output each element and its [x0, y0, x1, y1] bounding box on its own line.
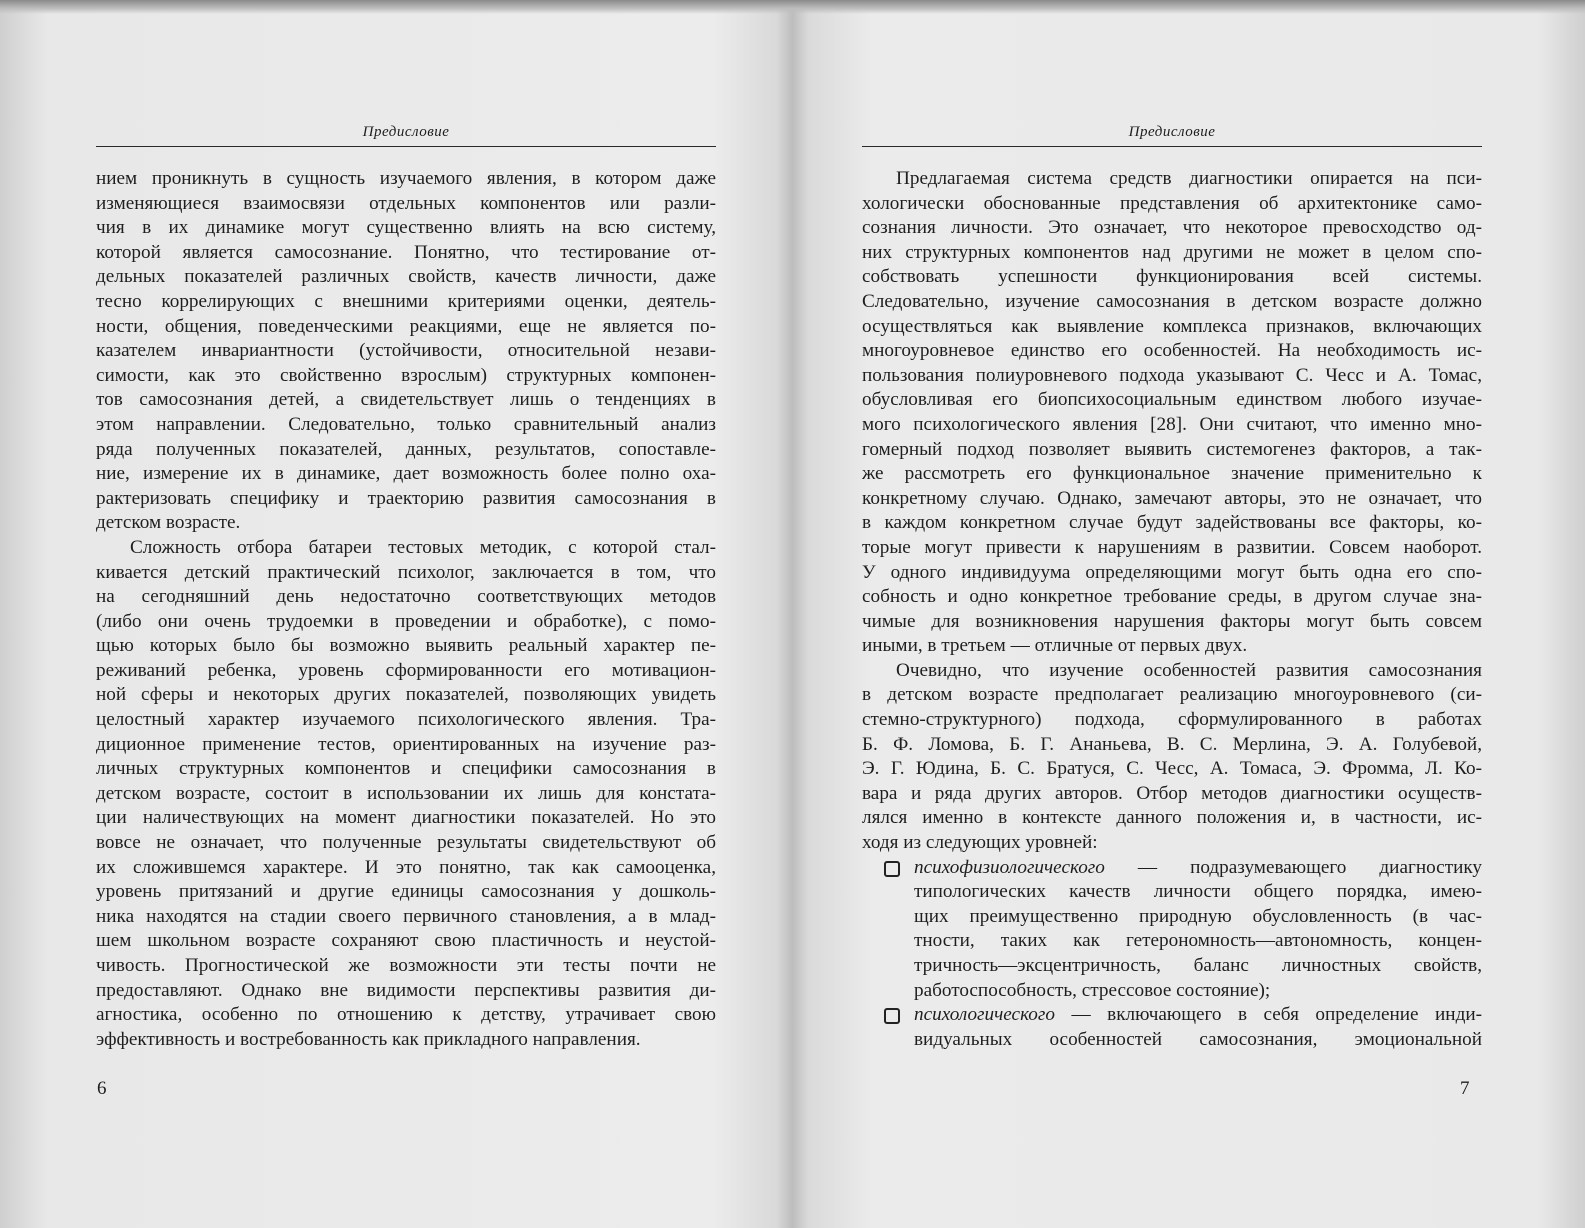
running-header: Предисловие	[362, 124, 450, 140]
text-line: многоуровневое единство его особенностей. На необходимость ис-	[862, 340, 1482, 362]
text-line: ника находятся на стадии своего первичного становления, а в млад-	[96, 905, 716, 927]
page-number: 6	[97, 1078, 107, 1099]
bullet-line	[862, 856, 1482, 881]
text-line: их сложившемся характере. И это понятно, так как самооценка,	[96, 856, 716, 878]
bullet-text: тричность—эксцентричность, баланс личностных свойств,	[914, 955, 1482, 976]
text-line: Следовательно, изучение самосознания в детском возрасте должно	[862, 290, 1482, 312]
text-line: шем школьном возрасте сохраняют свою пластичность и неустой-	[96, 930, 716, 952]
bullet-text: — включающего в себя определение инди-	[1054, 1004, 1482, 1026]
bullet-line	[862, 1003, 1482, 1028]
body-text	[862, 167, 1482, 1052]
text-line: конкретному случаю. Однако, замечают авторы, это не означает, что	[862, 487, 1482, 509]
text-line: вовсе не означает, что полученные результаты свидетельствуют об	[96, 832, 716, 854]
text-line: осуществляться как выявление комплекса признаков, включающих	[862, 315, 1482, 337]
text-line: детском возрасте.	[96, 512, 241, 534]
text-line: чивость. Прогностической же возможности эти тесты почти не	[96, 955, 716, 976]
text-line: мого психологического явления [28]. Они считают, что именно мно-	[862, 413, 1482, 435]
text-line: диционное применение тестов, ориентированных на изучение раз-	[96, 733, 716, 755]
text-line: нием проникнуть в сущность изучаемого явления, в котором даже	[96, 168, 716, 189]
text-line: лялся именно в контексте данного положения и, в частности, ис-	[862, 807, 1482, 829]
text-line: Сложность отбора батареи тестовых методик, с которой стал-	[130, 536, 716, 558]
text-line: тесно коррелирующих с внешними критериями оценки, деятель-	[96, 290, 716, 312]
text-line: вара и ряда других авторов. Отбор методов диагностики осуществ-	[862, 782, 1482, 804]
bullet-text: щих преимущественно природную обусловленность (в час-	[914, 905, 1482, 927]
text-line: иными, в третьем — отличные от первых двух.	[862, 635, 1248, 657]
bullet-line	[862, 1028, 1482, 1053]
running-header: Предисловие	[1128, 124, 1216, 140]
text-line: симости, как это свойственно взрослым) структурных компонен-	[96, 364, 716, 386]
text-line: хологически обоснованные представления об архитектонике само-	[862, 192, 1482, 214]
text-line: детском возрасте, состоит в использовании их лишь для констата-	[96, 782, 716, 804]
bullet-line	[862, 929, 1482, 954]
text-line: стемно-структурного) подхода, сформулированного в работах	[862, 709, 1482, 731]
text-line: ходя из следующих уровней:	[862, 832, 1098, 854]
text-line: У одного индивидуума определяющими могут быть одна его спо-	[862, 561, 1482, 583]
bullet-term: психологического	[914, 1004, 1055, 1026]
text-line: ние, измерение их в динамике, дает возможность более полно оха-	[96, 463, 716, 485]
page-number: 7	[1460, 1078, 1470, 1099]
bullet-line	[862, 979, 1482, 1004]
text-line: личных структурных компонентов и специфики самосознания в	[96, 758, 716, 780]
text-line: сознания личности. Это означает, что некоторое превосходство од-	[862, 217, 1482, 239]
text-line: реживаний ребенка, уровень сформированности его мотивацион-	[96, 659, 716, 681]
bullet-line	[862, 880, 1482, 905]
text-line: ции наличествующих на момент диагностики показателей. Но это	[96, 807, 716, 829]
right-page	[792, 0, 1585, 1228]
text-line: агностика, особенно по отношению к детству, утрачивает свою	[96, 1004, 716, 1026]
text-line: в детском возрасте предполагает реализацию многоуровневого (си-	[862, 684, 1482, 706]
text-line: Очевидно, что изучение особенностей развития самосознания	[896, 659, 1482, 681]
text-line: изменяющиеся взаимосвязи отдельных компонентов или разли-	[96, 192, 716, 214]
text-line: торые могут привести к нарушениям в развитии. Совсем наоборот.	[862, 536, 1482, 558]
bullet-text: — подразумевающего диагностику	[1104, 856, 1482, 878]
bullet-line	[862, 954, 1482, 979]
text-line: казателем инвариантности (устойчивости, относительной незави-	[96, 340, 716, 362]
text-line: которой является самосознание. Понятно, что тестирование от-	[96, 241, 716, 263]
text-line: рактеризовать специфику и траекторию развития самосознания в	[96, 487, 716, 509]
text-line: целостный характер изучаемого психологического явления. Тра-	[96, 709, 716, 731]
text-line: дельных показателей различных свойств, качеств личности, даже	[96, 266, 716, 288]
bullet-text: видуальных особенностей самосознания, эмоциональной	[914, 1028, 1482, 1050]
text-line: тов самосознания детей, а свидетельствует лишь о тенденциях в	[96, 389, 716, 411]
header-rule	[862, 146, 1482, 147]
text-line: щью которых было бы возможно выявить реальный характер пе-	[96, 635, 716, 657]
text-line: собность и одно конкретное требование среды, в другом случае зна-	[862, 586, 1482, 608]
header-rule	[96, 146, 716, 147]
text-line: них структурных компонентов над другими не может в целом спо-	[862, 241, 1482, 263]
text-line: ряда полученных показателей, данных, результатов, сопоставле-	[96, 438, 716, 460]
text-line: чимые для возникновения нарушения факторы могут быть совсем	[862, 610, 1482, 632]
text-line: (либо они очень трудоемки в проведении и обработке), с помо-	[96, 610, 716, 632]
text-line: кивается детский практический психолог, заключается в том, что	[96, 561, 716, 583]
text-line: предоставляют. Однако вне видимости перспективы развития ди-	[96, 979, 716, 1001]
text-line: Б. Ф. Ломова, Б. Г. Ананьева, В. С. Мерлина, Э. А. Голубевой,	[862, 733, 1482, 755]
text-line: ности, общения, поведенческими реакциями, еще не является по-	[96, 315, 716, 337]
text-line: Э. Г. Юдина, Б. С. Братуся, С. Чесс, А. Томаса, Э. Фромма, Л. Ко-	[862, 758, 1482, 780]
left-page	[0, 0, 790, 1228]
text-line: обусловливая его биопсихосоциальным единством любого изучае-	[862, 389, 1482, 411]
bullet-text: типологических качеств личности общего порядка, имею-	[914, 881, 1482, 903]
checkbox-bullet-icon	[884, 1008, 900, 1024]
text-line: этом направлении. Следовательно, только сравнительный анализ	[96, 413, 716, 435]
text-line: пользования полиуровневого подхода указывают С. Чесс и А. Томас,	[862, 364, 1482, 386]
text-line: эффективность и востребованность как прикладного направления.	[96, 1028, 641, 1050]
bullet-line	[862, 905, 1482, 930]
text-line: в каждом конкретном случае будут задействованы все факторы, ко-	[862, 512, 1482, 534]
bullet-text: тности, таких как гетерономность—автономность, концен-	[914, 930, 1482, 952]
text-line: собствовать успешности функционирования всей системы.	[862, 266, 1482, 288]
bullet-term: психофизиологического	[914, 856, 1105, 878]
checkbox-bullet-icon	[884, 861, 900, 877]
text-line: гомерный подход позволяет выявить системогенез факторов, а так-	[862, 438, 1482, 460]
text-line: на сегодняшний день недостаточно соответствующих методов	[96, 586, 716, 608]
text-line: уровень притязаний и другие единицы самосознания у дошколь-	[96, 881, 716, 903]
bullet-text: работоспособность, стрессовое состояние);	[914, 979, 1271, 1001]
text-line: ной сферы и некоторых других показателей, позволяющих увидеть	[96, 684, 716, 706]
text-line: чия в их динамике могут существенно влиять на всю систему,	[96, 217, 716, 239]
text-line: же рассмотреть его функциональное значение применительно к	[862, 463, 1482, 485]
body-text	[96, 167, 716, 1052]
text-line: Предлагаемая система средств диагностики опирается на пси-	[896, 168, 1482, 189]
